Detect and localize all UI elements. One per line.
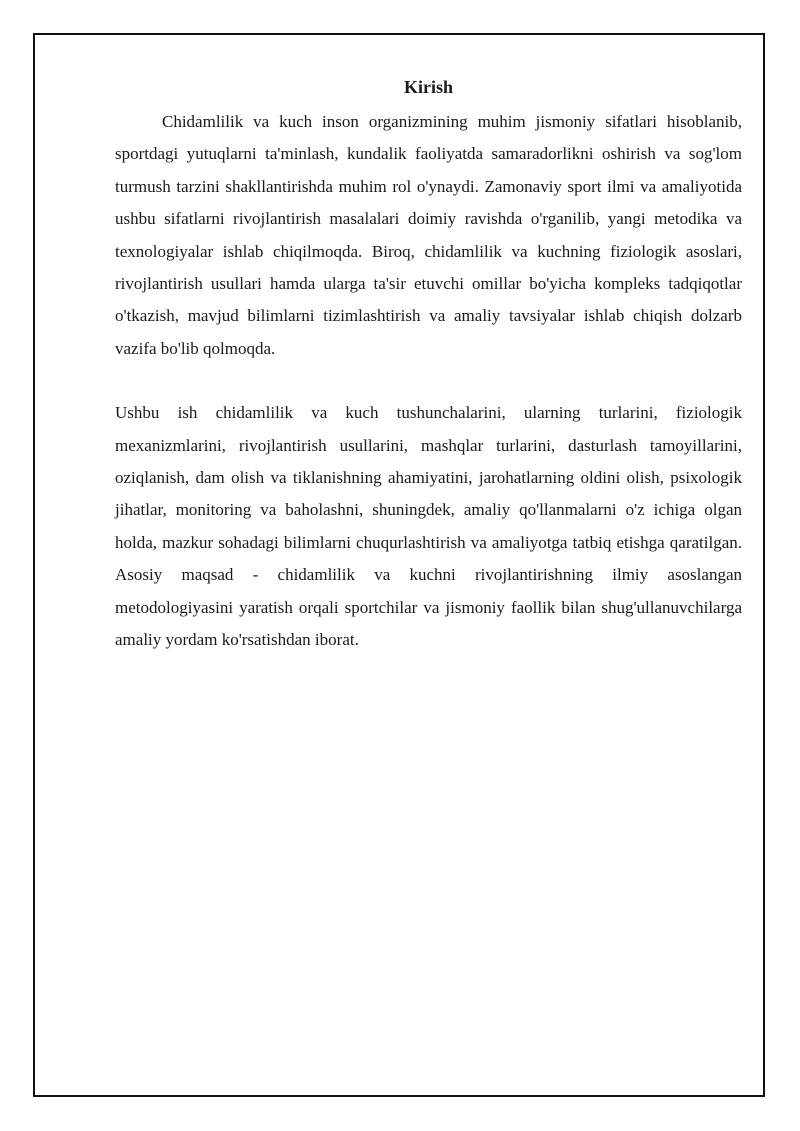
paragraph-scope: Ushbu ish chidamlilik va kuch tushunchalarini, ularning turlarini, fiziologik mexanizmlarini, rivojlantirish usullarini, mashqlar turlarini, dasturlash tamoyillarini, oziqlanish, dam olish va tiklanishning ahamiyatini, jarohatlarning oldini olish, psixologik jihatlar, monitoring va baholashni, shuningdek, amaliy qo'llanmalarni o'z ichiga olgan holda, mazkur sohadagi bilimlarni chuqurlashtirish va amaliyotga tatbiq etishga qaratilgan. Asosiy maqsad - chidamlilik va kuchni rivojlantirishning ilmiy asoslangan metodologiyasini yaratish orqali sportchilar va jismoniy faollik bilan shug'ullanuvchilarga amaliy yordam ko'rsatishdan iborat.: [115, 403, 742, 650]
section-heading: Kirish: [403, 77, 453, 97]
document-body: [115, 74, 742, 657]
paragraph-intro: Chidamlilik va kuch inson organizmining muhim jismoniy sifatlari hisoblanib, sportdagi yutuqlarni ta'minlash, kundalik faoliyatda samaradorlikni oshirish va sog'lom turmush tarzini shakllantirishda muhim rol o'ynaydi. Zamonaviy sport ilmi va amaliyotida ushbu sifatlarni rivojlantirish masalalari doimiy ravishda o'rganilib, yangi metodika va texnologiyalar ishlab chiqilmoqda. Biroq, chidamlilik va kuchning fiziologik asoslari, rivojlantirish usullari hamda ularga ta'sir etuvchi omillar bo'yicha kompleks tadqiqotlar o'tkazish, mavjud bilimlarni tizimlashtirish va amaliy tavsiyalar ishlab chiqish dolzarb vazifa bo'lib qolmoqda.: [115, 112, 742, 358]
paragraph-spacer: [115, 365, 742, 397]
